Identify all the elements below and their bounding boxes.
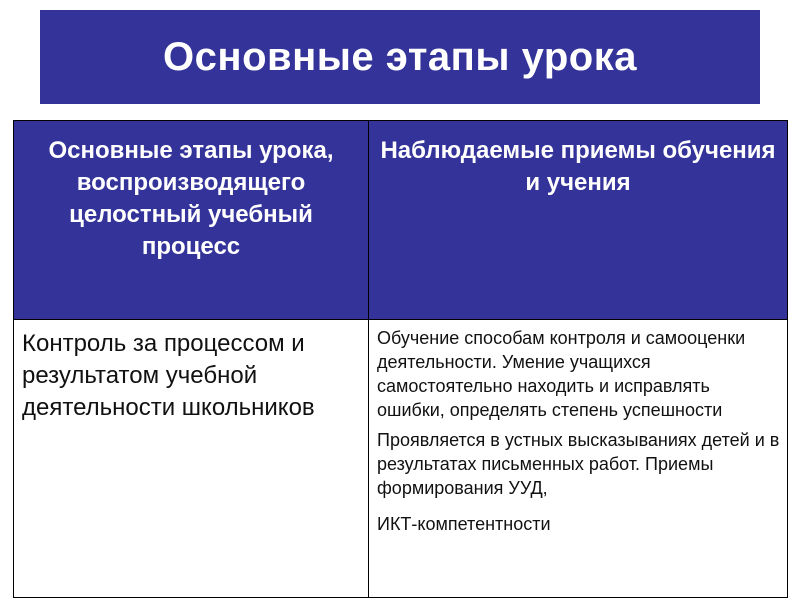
title-banner [40, 10, 760, 104]
page-title: Основные этапы урока [163, 34, 637, 79]
technique-paragraph: Проявляется в устных высказываниях детей и в результатах письменных работ. Приемы формирования УУД, [377, 430, 780, 498]
header-cell-techniques: Наблюдаемые приемы обучения и учения [369, 121, 788, 320]
header-cell-stages: Основные этапы урока, воспроизводящего целостный учебный процесс [14, 121, 369, 320]
table-row [14, 320, 788, 598]
technique-paragraph: Обучение способам контроля и самооценки деятельности. Умение учащихся самостоятельно находить и исправлять ошибки, определять степень успешности [377, 328, 746, 420]
table-header-row [14, 121, 788, 320]
techniques-cell [369, 320, 788, 598]
lesson-stages-table [13, 120, 788, 598]
technique-paragraph: ИКТ-компетентности [377, 514, 551, 534]
stage-cell: Контроль за процессом и результатом учебной деятельности школьников [14, 320, 369, 598]
